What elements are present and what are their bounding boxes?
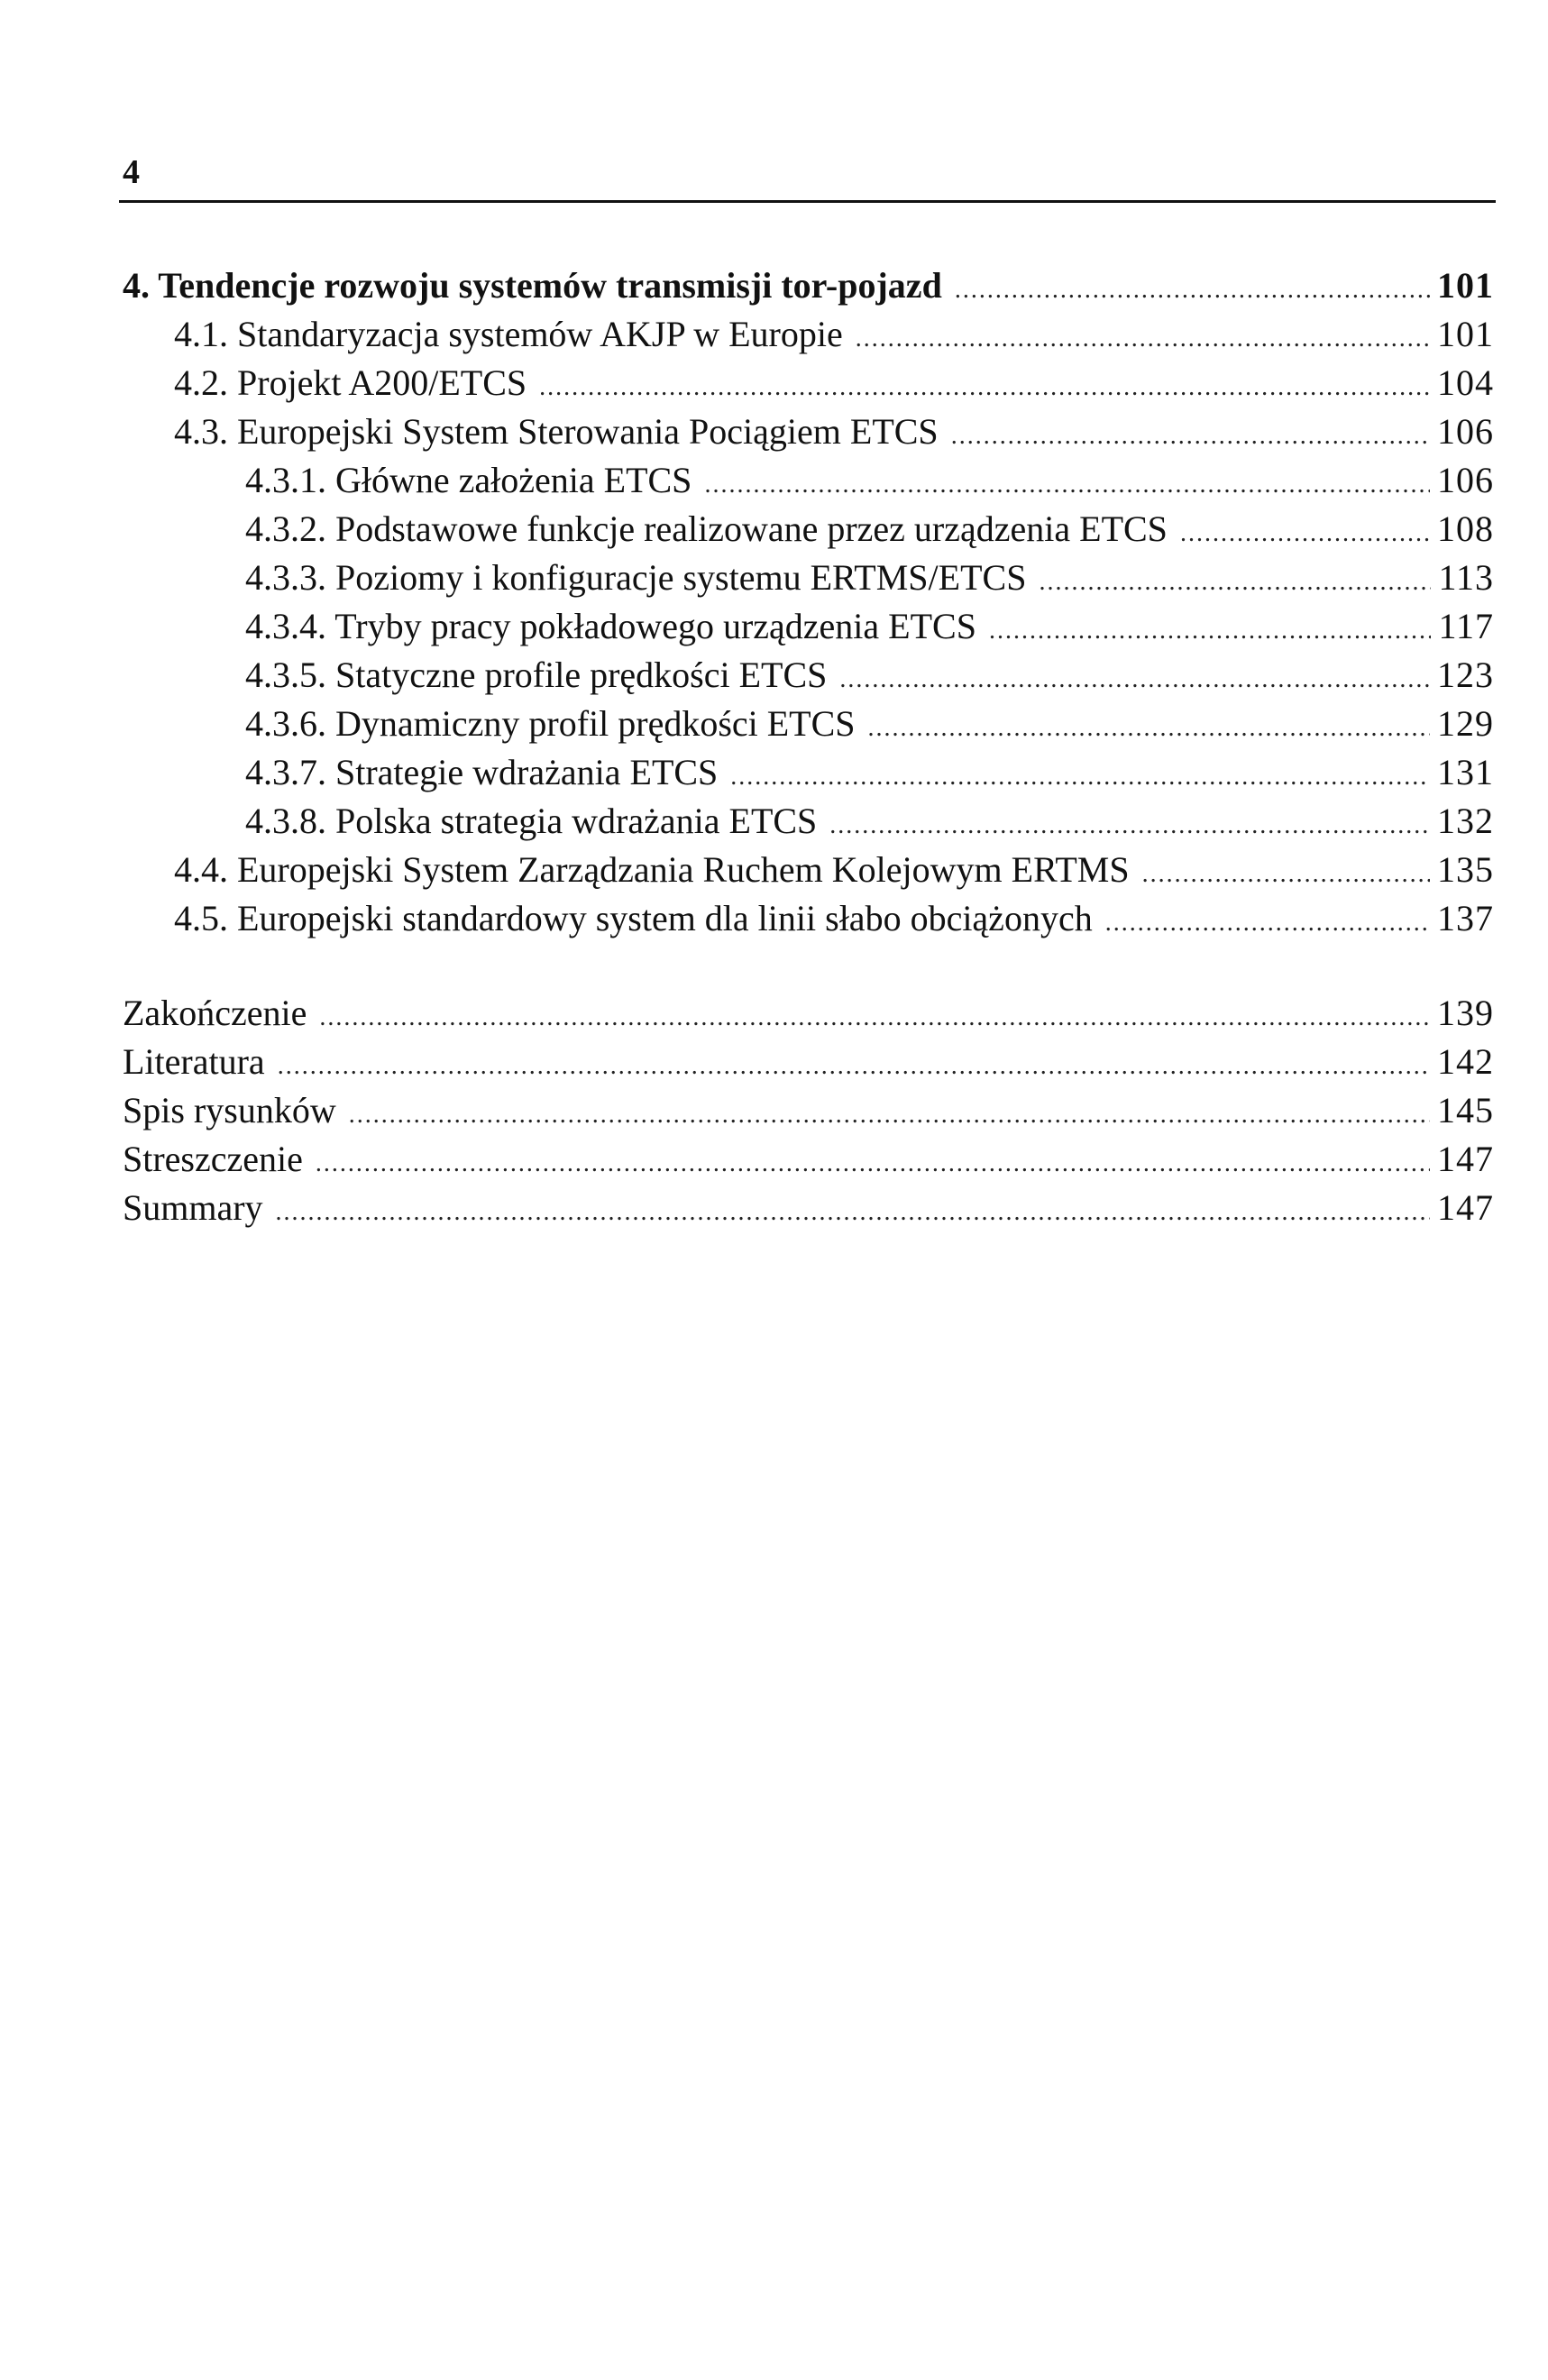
dot-leader (276, 1188, 1430, 1237)
toc-entry-4-3[interactable] (174, 407, 1494, 456)
toc-entry-page: 123 (1437, 654, 1494, 695)
toc-entry-4-2[interactable] (174, 359, 1494, 407)
dot-leader (278, 1042, 1430, 1091)
dot-leader (868, 704, 1430, 753)
dot-leader (704, 461, 1430, 509)
dot-leader (316, 1140, 1430, 1188)
dot-leader (829, 801, 1430, 850)
toc-entry-page: 101 (1437, 265, 1494, 306)
toc-entry-4-3-8[interactable] (245, 797, 1494, 846)
toc-entry-page: 101 (1437, 314, 1494, 354)
dot-leader (951, 412, 1430, 461)
toc-entry-4-4[interactable] (174, 846, 1494, 894)
toc-entry-4-3-3[interactable] (245, 554, 1494, 602)
toc-entry-page: 113 (1438, 557, 1494, 598)
dot-leader (539, 363, 1430, 412)
dot-leader (319, 993, 1430, 1042)
dot-leader (955, 266, 1430, 315)
dot-leader (1142, 850, 1430, 899)
toc-entry-4-5[interactable] (174, 894, 1494, 943)
toc-entry-label: Spis rysunków (123, 1090, 336, 1130)
dot-leader (989, 607, 1432, 655)
dot-leader (1039, 558, 1431, 607)
toc-entry-page: 147 (1437, 1139, 1494, 1179)
toc-entry-page: 131 (1437, 752, 1494, 792)
toc-entry-4-3-4[interactable] (245, 602, 1494, 651)
toc-entry-4-3-6[interactable] (245, 700, 1494, 748)
toc-entry-summary[interactable] (123, 1184, 1494, 1232)
toc-entry-label: Literatura (123, 1041, 265, 1082)
toc-entry-page: 132 (1437, 801, 1494, 841)
toc-entry-page: 129 (1437, 703, 1494, 744)
toc-entry-label: 4.3.6. Dynamiczny profil prędkości ETCS (245, 703, 856, 744)
toc-entry-zakonczenie[interactable] (123, 989, 1494, 1038)
toc-entry-page: 108 (1437, 508, 1494, 549)
toc-entry-page: 106 (1437, 460, 1494, 500)
toc-entry-page: 104 (1437, 362, 1494, 403)
dot-leader (730, 753, 1430, 801)
toc-entry-4-3-2[interactable] (245, 505, 1494, 554)
toc-entry-label: 4.3.2. Podstawowe funkcje realizowane przez urządzenia ETCS (245, 508, 1168, 549)
toc-entry-label: Zakończenie (123, 993, 307, 1033)
toc-entry-page: 117 (1438, 606, 1494, 646)
page-number: 4 (123, 153, 140, 191)
toc-entry-label: 4.5. Europejski standardowy system dla linii słabo obciążonych (174, 898, 1093, 938)
toc-entry-label: 4.3.3. Poziomy i konfiguracje systemu ERTMS/ETCS (245, 557, 1027, 598)
dot-leader (1105, 899, 1430, 947)
toc-entry-label: 4.3. Europejski System Sterowania Pociągiem ETCS (174, 411, 939, 452)
toc-entry-4-1[interactable] (174, 310, 1494, 359)
toc-entry-literatura[interactable] (123, 1038, 1494, 1086)
toc-entry-label: 4.2. Projekt A200/ETCS (174, 362, 527, 403)
toc-chapter-4[interactable] (123, 261, 1494, 310)
toc-entry-label: 4.3.8. Polska strategia wdrażania ETCS (245, 801, 818, 841)
toc-entry-label: Streszczenie (123, 1139, 303, 1179)
toc-entry-4-3-7[interactable] (245, 748, 1494, 797)
toc-entry-page: 147 (1437, 1187, 1494, 1228)
toc-entry-page: 145 (1437, 1090, 1494, 1130)
toc-entry-label: 4.3.5. Statyczne profile prędkości ETCS (245, 654, 828, 695)
toc-entry-4-3-5[interactable] (245, 651, 1494, 700)
toc-entry-page: 142 (1437, 1041, 1494, 1082)
toc-entry-label: 4.3.4. Tryby pracy pokładowego urządzenia ETCS (245, 606, 976, 646)
toc-entry-streszczenie[interactable] (123, 1135, 1494, 1184)
dot-leader (1180, 509, 1430, 558)
toc-entry-page: 106 (1437, 411, 1494, 452)
toc-entry-label: 4.4. Europejski System Zarządzania Ruchem Kolejowym ERTMS (174, 849, 1130, 890)
dot-leader (856, 315, 1430, 363)
dot-leader (349, 1091, 1430, 1140)
toc-entry-label: 4.3.1. Główne założenia ETCS (245, 460, 692, 500)
toc-entry-label: 4.1. Standaryzacja systemów AKJP w Europie (174, 314, 843, 354)
toc-entry-spis-rysunkow[interactable] (123, 1086, 1494, 1135)
toc-entry-page: 137 (1437, 898, 1494, 938)
toc-entry-label: 4. Tendencje rozwoju systemów transmisji tor-pojazd (123, 265, 942, 306)
toc-entry-page: 135 (1437, 849, 1494, 890)
toc-entry-label: 4.3.7. Strategie wdrażania ETCS (245, 752, 719, 792)
toc-entry-page: 139 (1437, 993, 1494, 1033)
toc-entry-4-3-1[interactable] (245, 456, 1494, 505)
toc-entry-label: Summary (123, 1187, 263, 1228)
dot-leader (839, 655, 1430, 704)
